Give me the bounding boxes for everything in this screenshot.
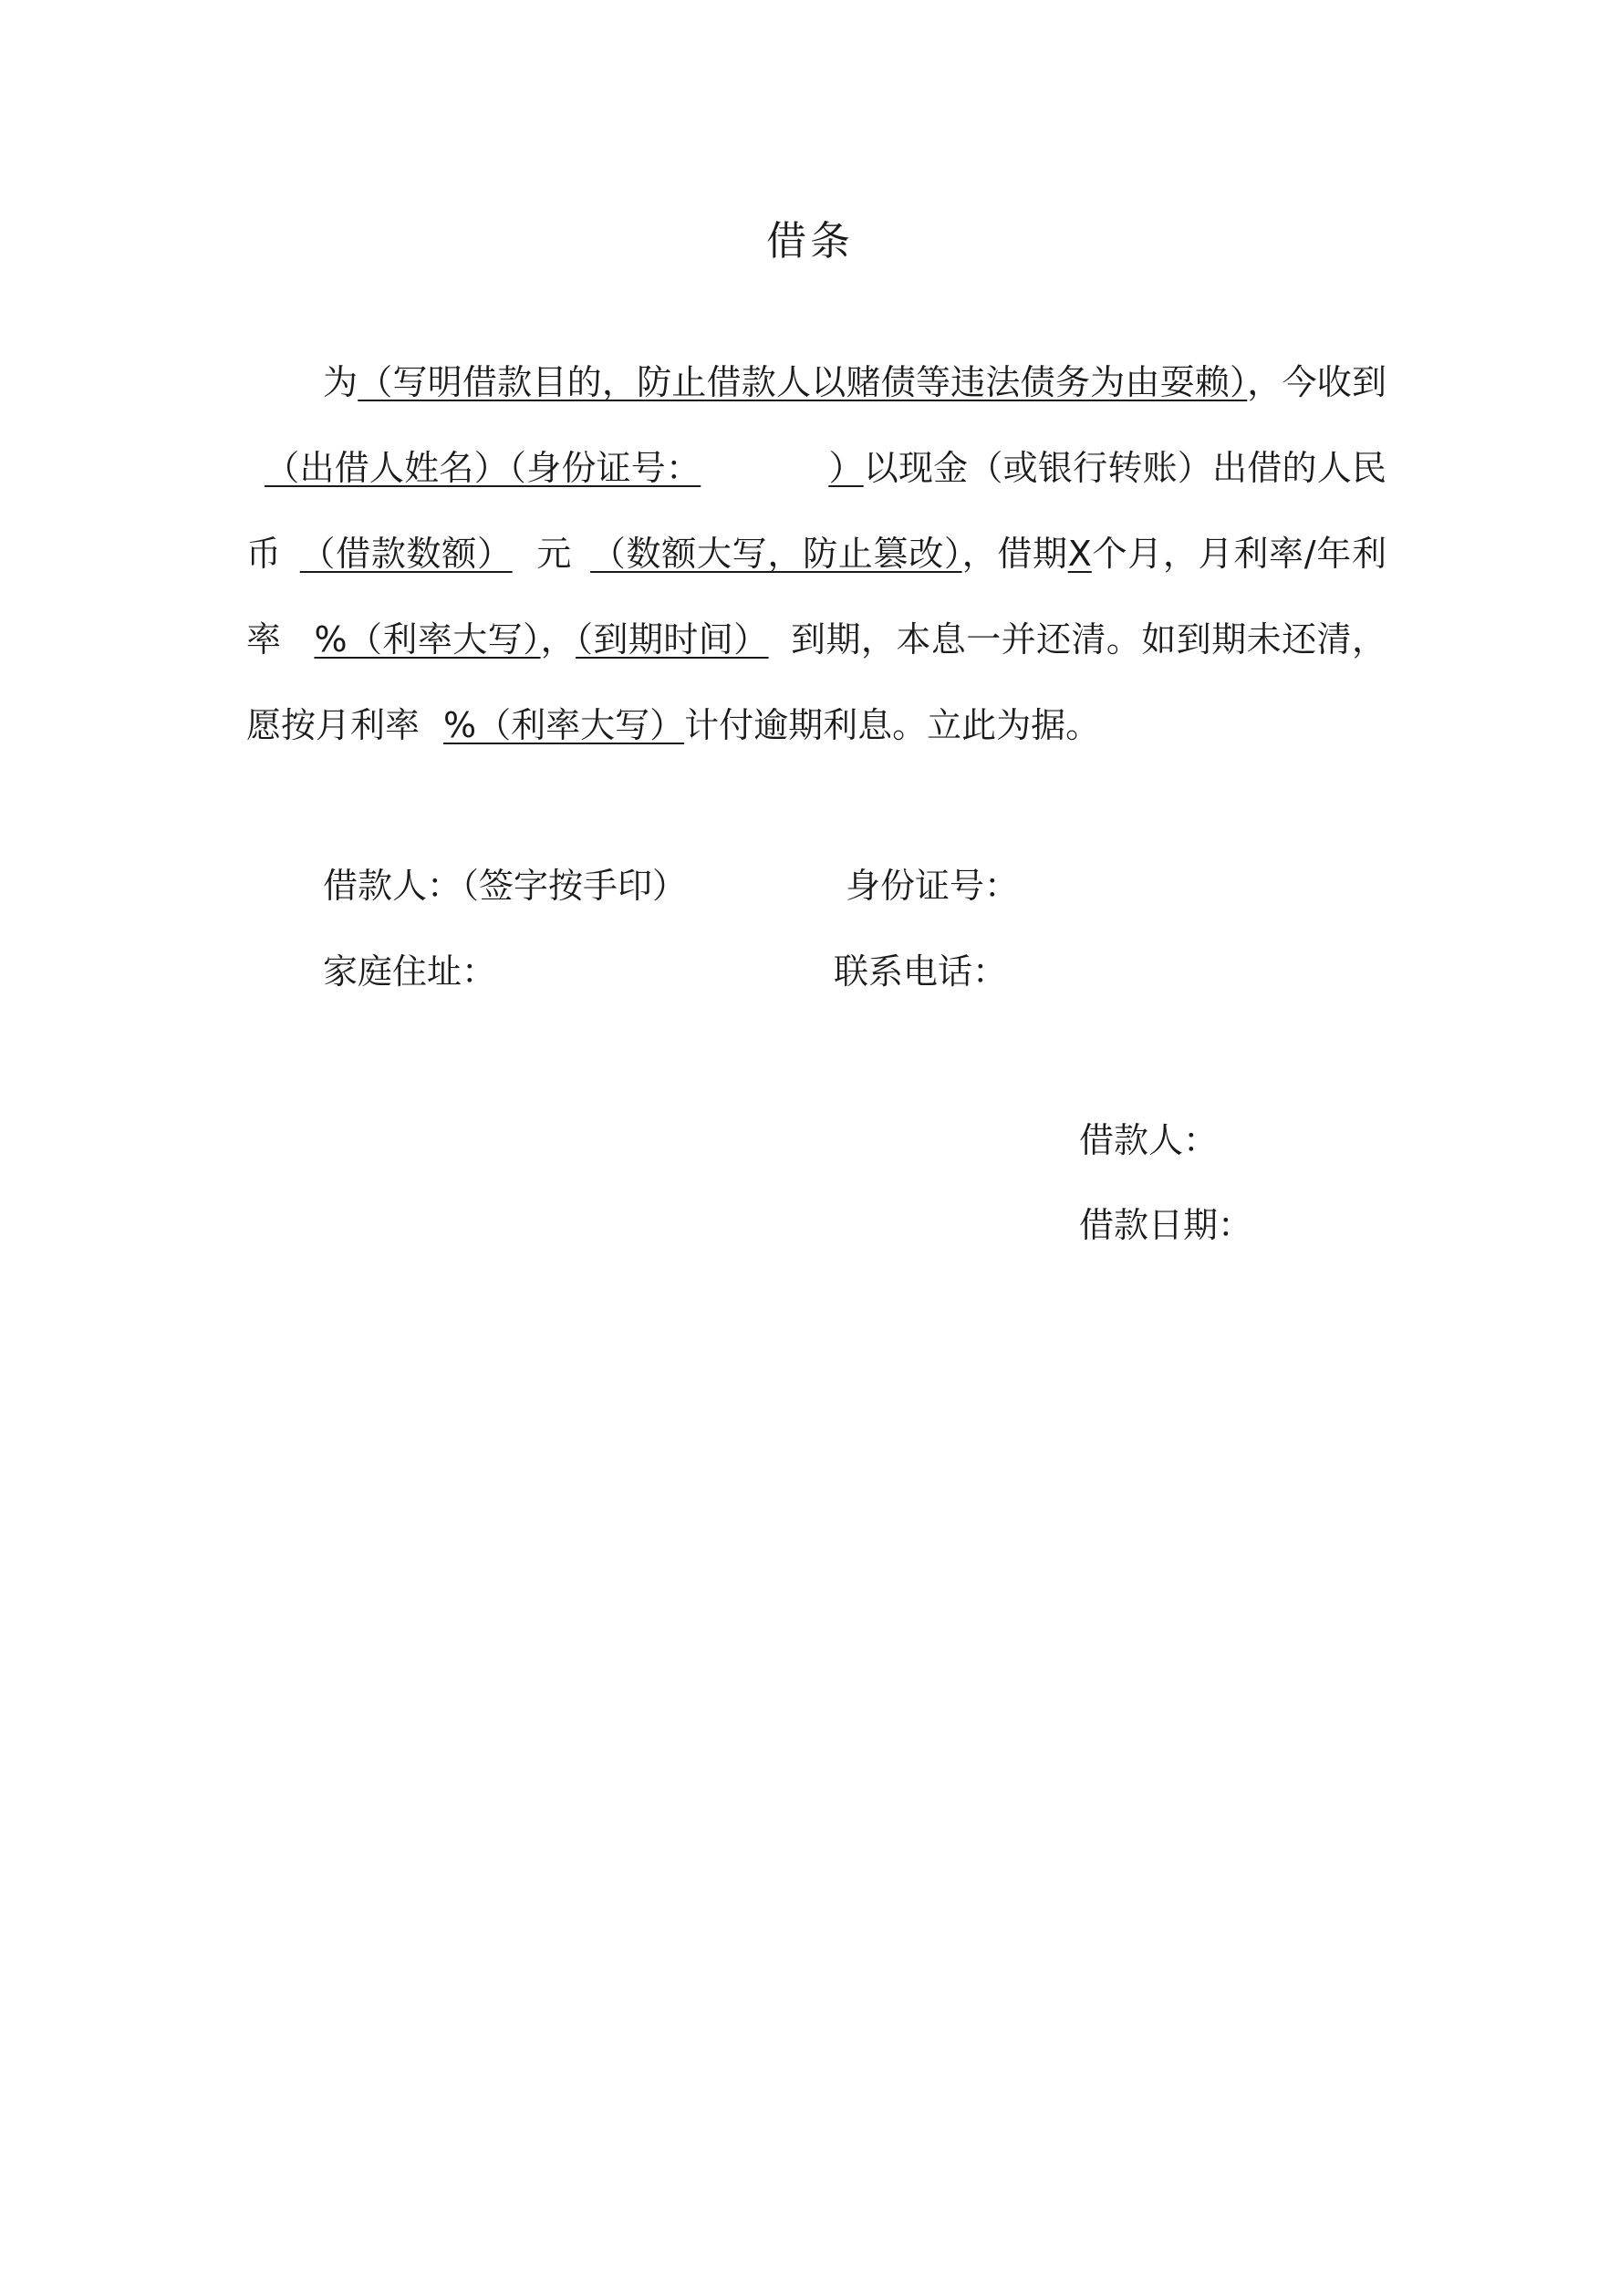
field-lender-text: （出借人姓名）（身份证号： xyxy=(265,448,701,488)
home-address-label: 家庭住址： xyxy=(323,951,497,992)
signature-date-label: 借款日期： xyxy=(1079,1205,1253,1245)
field-lender-close: ） xyxy=(828,448,864,488)
field-overdue-rate xyxy=(420,705,684,745)
field-lender xyxy=(246,448,864,488)
id-number-label: 身份证号： xyxy=(846,866,1020,906)
field-amount-text: （借款数额） xyxy=(299,534,513,574)
signature-borrower-label: 借款人： xyxy=(1079,1120,1219,1160)
field-amount xyxy=(282,534,531,574)
field-rate xyxy=(281,619,540,660)
text-intro: 为 xyxy=(323,362,358,402)
iou-body xyxy=(246,339,1386,768)
iou-paragraph xyxy=(246,339,1386,768)
field-due-text: （到期时间） xyxy=(576,619,769,660)
text-closing: 计付逾期利息。立此为据。 xyxy=(684,705,1101,745)
text-comma: ， xyxy=(540,619,576,660)
text-repay: 到期，本息一并还清。如到期未还清，愿按月利率 xyxy=(246,619,1386,745)
text-method: 以现金（或银行转账）出借的人民币 xyxy=(246,448,1386,574)
phone-label: 联系电话： xyxy=(834,951,1008,992)
field-term: X xyxy=(1067,534,1092,574)
text-received: ，今收到 xyxy=(1247,362,1386,402)
text-rate: 个月，月利率/年利率 xyxy=(246,534,1386,660)
field-due xyxy=(576,619,791,660)
text-yuan: 元 xyxy=(535,534,573,574)
borrower-sign-label: 借款人：（签字按手印） xyxy=(323,866,688,906)
field-amount-upper: （数额大写，防止篡改） xyxy=(590,534,962,574)
field-rate-text: %（利率大写） xyxy=(314,619,541,660)
field-overdue-rate-text: %（利率大写） xyxy=(443,705,685,745)
field-purpose: （写明借款目的，防止借款人以赌债等违法债务为由耍赖） xyxy=(358,362,1248,402)
text-term: ，借期 xyxy=(961,534,1068,574)
document-title: 借条 xyxy=(766,218,854,265)
